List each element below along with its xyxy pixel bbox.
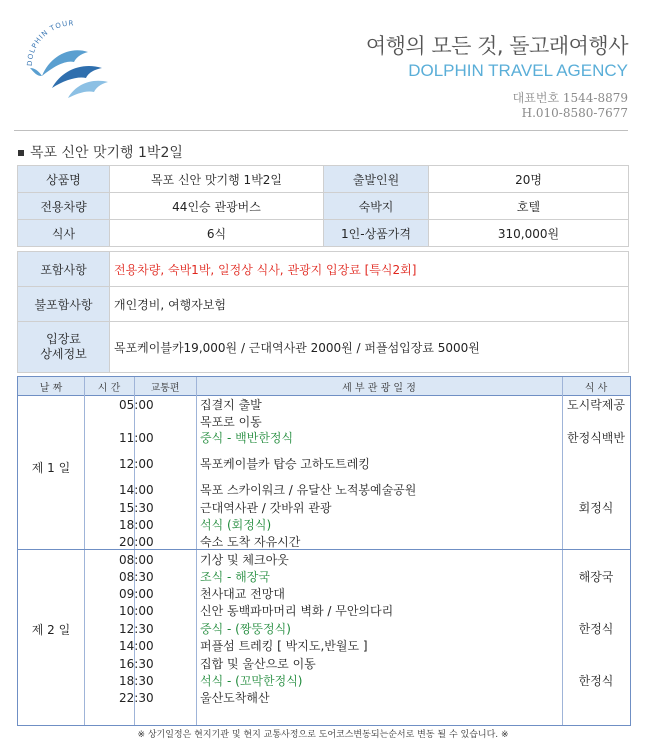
mobile-phone: H.010-8580-7677 [521, 106, 628, 120]
header-day: 날 짜 [39, 383, 63, 394]
excluded-value: 개인경비, 여행자보험 [110, 287, 629, 322]
logo-text: DOLPHIN TOUR [25, 19, 75, 67]
day1-time-4: 12:00 [119, 457, 154, 471]
day2-activity-4: 신안 동백파마머리 벽화 / 무안의다리 [200, 604, 394, 618]
day2-activity-5: 중식 - (짱뚱정식) [200, 622, 291, 636]
price-value: 310,000원 [429, 220, 629, 247]
day1-activity-2: 목포로 이동 [200, 415, 262, 429]
day1-label: 제 1 일 [31, 461, 71, 475]
table-row [18, 193, 629, 220]
contact-info [440, 91, 628, 121]
section-title [18, 142, 183, 162]
day2-time-5: 12:30 [119, 622, 154, 636]
day2-time-8: 18:30 [119, 674, 154, 688]
table-row [18, 220, 629, 247]
included-label: 포함사항 [18, 252, 110, 287]
day2-time-9: 22:30 [119, 691, 154, 705]
day2-activity-6: 퍼플섬 트레킹 [ 박지도,반월도 ] [200, 639, 368, 653]
day2-time-4: 10:00 [119, 604, 154, 618]
day2-activity-3: 천사대교 전망대 [200, 587, 285, 601]
day2-time-1: 08:00 [119, 553, 154, 567]
price-label: 1인-상품가격 [324, 220, 429, 247]
agency-title-korean: 여행의 모든 것, 돌고래여행사 [365, 34, 628, 58]
day1-activity-6: 근대역사관 / 갓바위 관광 [200, 501, 332, 515]
day2-activity-7: 집합 및 울산으로 이동 [200, 657, 316, 671]
day2-time-3: 09:00 [119, 587, 154, 601]
day1-time-3: 11:00 [119, 431, 154, 445]
header-detail: 세 부 관 광 일 정 [342, 383, 416, 394]
day2-activity-2: 조식 - 해장국 [200, 570, 270, 584]
day1-activity-1: 집결지 출발 [200, 398, 262, 412]
day2-time-2: 08:30 [119, 570, 154, 584]
day1-activity-8: 숙소 도착 자유시간 [200, 535, 301, 549]
divider [84, 377, 85, 725]
schedule-header [18, 377, 630, 396]
product-info-table [17, 165, 629, 247]
day1-activity-4: 목포케이블카 탑승 고하도트레킹 [200, 457, 370, 471]
product-label: 상품명 [18, 166, 110, 193]
lodging-label: 숙박지 [324, 193, 429, 220]
fee-label-line2: 상세정보 [40, 347, 87, 361]
section-title-text: 목포 신안 맛기행 1박2일 [30, 145, 183, 161]
day2-label: 제 2 일 [31, 623, 71, 637]
fee-label-line1: 입장료 [46, 332, 81, 346]
fee-label [18, 322, 110, 373]
day1-meal-3: 한정식백반 [567, 431, 625, 445]
day2-meal-8: 한정식 [578, 674, 614, 688]
main-phone: 대표번호 1544-8879 [512, 91, 628, 105]
product-details-table [17, 251, 629, 373]
day1-time-7: 18:00 [119, 518, 154, 532]
table-row [18, 252, 629, 287]
header-time: 시 간 [97, 383, 121, 394]
schedule-footnote: ※ 상기일정은 현지기관 및 현지 교통사정으로 도어코스변동되는순서로 변동 될 수 있습니다. ※ [137, 730, 509, 740]
dolphin-tour-logo [22, 18, 124, 110]
day1-activity-3: 중식 - 백반한정식 [200, 431, 294, 445]
meal-label: 식사 [18, 220, 110, 247]
table-row [18, 322, 629, 373]
header-transport: 교통편 [150, 383, 180, 394]
table-row [18, 287, 629, 322]
people-label: 출발인원 [324, 166, 429, 193]
product-value: 목포 신안 맛기행 1박2일 [110, 166, 324, 193]
day1-activity-7: 석식 (회정식) [200, 518, 272, 532]
day1-meal-6: 회정식 [578, 501, 614, 515]
table-row [18, 166, 629, 193]
day1-time-5: 14:00 [119, 483, 154, 497]
divider [196, 377, 197, 725]
vehicle-label: 전용차량 [18, 193, 110, 220]
day1-meal-1: 도시락제공 [567, 398, 625, 412]
day-divider [18, 549, 630, 550]
day1-time-1: 05:00 [119, 398, 154, 412]
schedule-table [17, 376, 631, 726]
day1-activity-5: 목포 스카이워크 / 유달산 노적봉예술공원 [200, 483, 417, 497]
day1-time-6: 15:30 [119, 501, 154, 515]
day1-time-8: 20:00 [119, 535, 154, 549]
vehicle-value: 44인승 관광버스 [110, 193, 324, 220]
day2-meal-5: 한정식 [578, 622, 614, 636]
header-divider [14, 130, 628, 131]
header-meal: 식 사 [584, 383, 608, 394]
day2-activity-8: 석식 - (꼬막한정식) [200, 674, 303, 688]
day2-time-6: 14:00 [119, 639, 154, 653]
included-value: 전용차량, 숙박1박, 일정상 식사, 관광지 입장료 [특식2회] [110, 252, 629, 287]
day2-meal-2: 해장국 [578, 570, 614, 584]
excluded-label: 불포함사항 [18, 287, 110, 322]
day2-time-7: 16:30 [119, 657, 154, 671]
meal-value: 6식 [110, 220, 324, 247]
fee-value: 목포케이블카19,000원 / 근대역사관 2000원 / 퍼플섬입장료 5000원 [110, 322, 629, 373]
day2-activity-9: 울산도착해산 [200, 691, 270, 705]
bullet-square-icon [18, 150, 24, 156]
people-value: 20명 [429, 166, 629, 193]
agency-title-english: DOLPHIN TRAVEL AGENCY [408, 61, 628, 80]
lodging-value: 호텔 [429, 193, 629, 220]
day2-activity-1: 기상 및 체크아웃 [200, 553, 289, 567]
